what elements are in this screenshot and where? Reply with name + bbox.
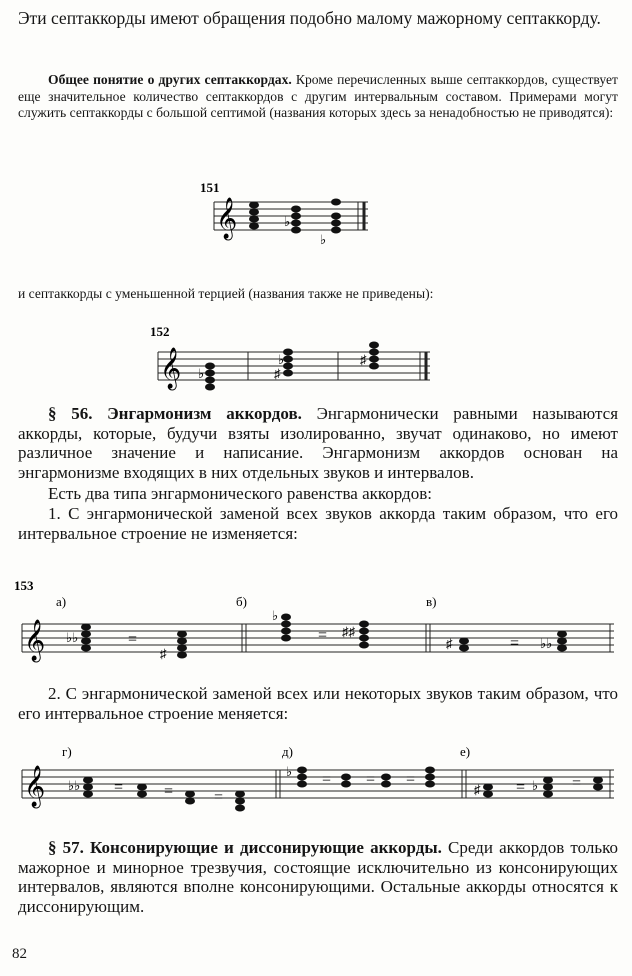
label-e: е) <box>460 744 471 759</box>
svg-text:♯: ♯ <box>474 782 481 797</box>
other-sevenths-lead: Общее понятие о других септаккордах. <box>48 72 292 87</box>
music-example-type-2 <box>14 742 624 826</box>
svg-text:=: = <box>318 627 328 644</box>
type-2-text: 2. С энгармонической заменой всех или некоторых звуков таким образом, что его интервальное строение меняется: <box>18 684 618 723</box>
treble-clef-icon: 𝄞 <box>24 620 46 661</box>
svg-text:♭: ♭ <box>532 778 539 793</box>
treble-clef-icon: 𝄞 <box>24 766 46 807</box>
music-example-151 <box>196 178 386 248</box>
svg-text:♭♭: ♭♭ <box>68 778 81 793</box>
example-number-152: 152 <box>150 324 170 339</box>
intro-paragraph: Эти септаккорды имеют обращения подобно малому мажорному септаккорду. <box>18 8 601 28</box>
svg-text:♭: ♭ <box>198 366 205 381</box>
svg-text:♭♭: ♭♭ <box>540 636 553 651</box>
example-number-151: 151 <box>200 180 220 195</box>
section-57-heading: § 57. Консонирующие и диссонирующие аккорды. <box>48 838 442 857</box>
music-example-152 <box>148 322 438 396</box>
svg-text:♯: ♯ <box>360 352 367 367</box>
treble-clef-icon: 𝄞 <box>216 198 238 239</box>
page-number: 82 <box>12 946 27 962</box>
svg-text:=: = <box>214 789 224 806</box>
other-sevenths-paragraph <box>18 72 618 122</box>
other-sevenths-text: Кроме перечисленных выше септаккордов, существует еще значительное количество септаккордов с другим интервальным составом. Примерами могут служить септаккорды с большой септимой (названия которых здесь за ненадобностью не приводятся): <box>18 72 618 120</box>
treble-clef-icon: 𝄞 <box>160 348 182 389</box>
section-57-paragraph <box>18 838 618 916</box>
svg-text:♭♭: ♭♭ <box>66 630 79 645</box>
svg-text:♭: ♭ <box>272 608 279 623</box>
svg-text:♯: ♯ <box>274 366 281 381</box>
types-intro: Есть два типа энгармонического равенства аккордов: <box>48 484 432 504</box>
section-56-paragraph <box>18 404 618 543</box>
label-g: г) <box>62 744 72 759</box>
svg-text:=: = <box>322 771 332 788</box>
svg-text:♯: ♯ <box>160 646 167 661</box>
svg-text:=: = <box>164 783 174 800</box>
svg-text:♭: ♭ <box>278 352 285 367</box>
svg-text:=: = <box>128 631 138 648</box>
svg-text:=: = <box>572 775 582 792</box>
svg-text:♭: ♭ <box>320 232 327 247</box>
section-56-heading: § 56. Энгармонизм аккордов. <box>48 404 302 423</box>
svg-text:=: = <box>366 771 376 788</box>
svg-text:=: = <box>516 779 526 796</box>
label-d: д) <box>282 744 293 759</box>
type-1-text: 1. С энгармонической заменой всех звуков аккорда таким образом, что его интервальное строение не изменяется: <box>18 503 618 543</box>
example-number-153: 153 <box>14 578 34 593</box>
section-57-body: Среди аккордов только мажорное и минорное трезвучия, состоящие исключительно из консонирующих интервалов, являются вполне консонирующими. Остальные аккорды относятся к диссонирующим. <box>18 838 618 916</box>
diminished-third-sentence: и септаккорды с уменьшенной терцией (названия также не приведены): <box>18 286 434 301</box>
svg-text:=: = <box>406 771 416 788</box>
svg-text:=: = <box>510 635 520 652</box>
music-example-153 <box>14 576 624 672</box>
label-a: а) <box>56 594 67 609</box>
svg-text:♭: ♭ <box>284 214 291 229</box>
svg-text:=: = <box>114 779 124 796</box>
label-b: б) <box>236 594 247 609</box>
section-56-body: Энгармонически равными называются аккорды, которые, будучи взяты изолированно, звучат одинаково, но имеют различное значение и написание. Энгармонизм аккордов основан на энгармонизме входящих в них отдельных звуков и интервалов. <box>18 404 619 482</box>
label-v: в) <box>426 594 437 609</box>
svg-text:♯♯: ♯♯ <box>342 624 355 639</box>
svg-text:♭: ♭ <box>286 764 293 779</box>
svg-text:♯: ♯ <box>446 636 453 651</box>
